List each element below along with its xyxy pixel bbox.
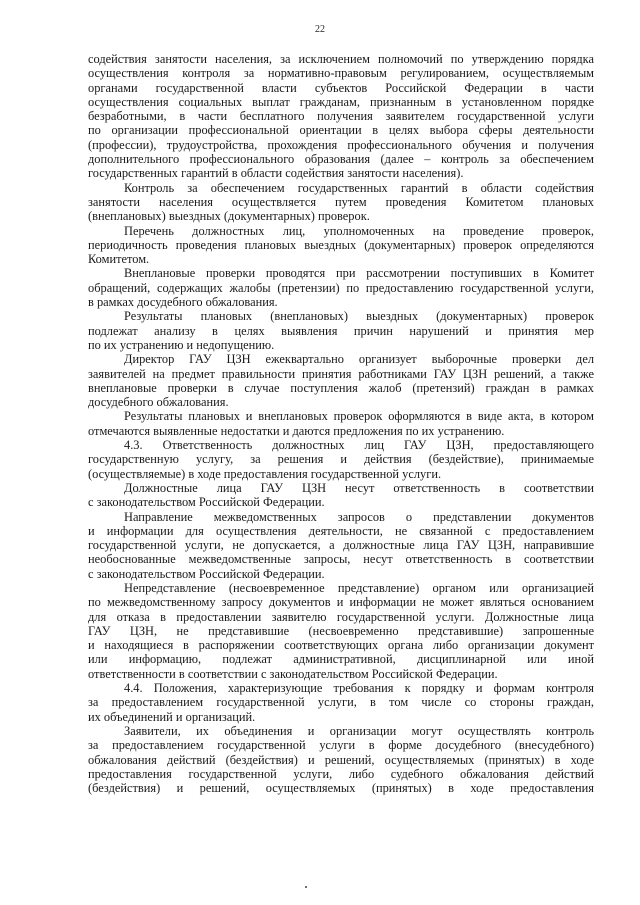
text-line: содействия занятости населения, за исключением полномочий по утверждению порядка [88,52,594,66]
scan-dot [305,886,307,888]
text-line: досудебного обжалования. [88,395,229,410]
text-line: для отказа в предоставлении заявителю государственной услуги. Должностные лица [88,609,594,624]
section-heading-4-3: 4.3. Ответственность должностных лиц ГАУ ЦЗН, предоставляющего [124,438,594,453]
text-line: (осуществляемые) в ходе предоставления государственной услуги. [88,466,442,481]
text-line: органами государственной власти субъектов Российской Федерации в части [88,80,594,95]
text-line: или информацию, подлежат административной, дисциплинарной или иной [88,652,594,667]
text-line: государственной услуги, не допускается, а должностные лица ГАУ ЦЗН, направившие [88,538,594,553]
text-line: их объединений и организаций. [88,709,256,724]
text-line: необоснованные межведомственные запросы, несут ответственность в соответствии [88,552,594,567]
text-line: (профессии), трудоустройства, прохождения профессионального обучения и получения [88,137,594,152]
text-line: в рамках досудебного обжалования. [88,295,278,310]
text-line: Контроль за обеспечением государственных гарантий в области содействия [124,180,594,195]
text-line: за предоставлением государственной услуги в форме досудебного (внесудебного) [88,738,594,753]
text-line: государственную услугу, за решения и действия (бездействие), принимаемые [88,452,594,467]
text-line: с законодательством Российской Федерации. [88,566,325,581]
text-line: ГАУ ЦЗН, не представившие (несвоевременно представившие) запрошенные [88,623,594,638]
text-line: (бездействия) и решений, осуществляемых (принятых) в ходе предоставления [88,781,594,796]
text-line: Заявители, их объединения и организации могут осуществлять контроль [124,723,594,738]
page-number: 22 [315,24,325,35]
text-line: предоставления государственной услуги, либо судебного обжалования действий [88,766,594,781]
text-line: Результаты плановых (внеплановых) выездных (документарных) проверок [124,309,594,324]
text-line: Направление межведомственных запросов о представлении документов [124,509,594,524]
text-line: с законодательством Российской Федерации. [88,495,325,510]
text-line: заявителей на предмет правильности принятия работниками ГАУ ЦЗН решений, а также [88,366,594,381]
text-line: обращений, содержащих жалобы (претензии) по предоставлению государственной услуги, [88,280,594,295]
text-line: внеплановые проверки в случае поступления жалоб (претензий) граждан в рамках [88,380,594,395]
text-line: Комитетом. [88,252,150,267]
text-line: (внеплановых) выездных (документарных) проверок. [88,209,370,224]
text-line: Результаты плановых и внеплановых проверок оформляются в виде акта, в котором [124,409,594,424]
text-line: и информации для осуществления деятельности, не связанной с предоставлением [88,523,594,538]
text-line: и находящиеся в распоряжении соответствующих органа либо организации документ [88,638,594,653]
text-line: безработными, в части бесплатного получения заявителем государственной услуги [88,109,594,124]
text-line: государственных гарантий в области содействия занятости населения). [88,166,464,181]
text-line: за предоставлением государственной услуги, в том числе со стороны граждан, [88,695,594,710]
text-line: занятости населения осуществляется путем проведения Комитетом плановых [88,194,594,209]
text-line: Перечень должностных лиц, уполномоченных на проведение проверок, [124,223,594,238]
text-line: Должностные лица ГАУ ЦЗН несут ответственность в соответствии [124,480,594,495]
text-line: по межведомственному запросу документов и информации не может являться основанием [88,595,594,610]
text-line: периодичность проведения плановых выездных (документарных) проверок определяются [88,237,594,252]
text-line: отмечаются выявленные недостатки и даются предложения по их устранению. [88,423,505,438]
text-line: Внеплановые проверки проводятся при рассмотрении поступивших в Комитет [124,266,594,281]
text-line: по организации профессиональной ориентации в целях выбора сферы деятельности [88,123,594,138]
text-line: Директор ГАУ ЦЗН ежеквартально организует выборочные проверки дел [124,352,594,367]
text-line: по их устранению и недопущению. [88,337,275,352]
text-line: ответственности в соответствии с законодательством Российской Федерации. [88,666,498,681]
text-line: обжалования действий (бездействия) и решений, осуществляемых (принятых) в ходе [88,752,594,767]
text-line: Непредставление (несвоевременное представление) органом или организацией [124,580,594,595]
text-line: подлежат анализу в целях выявления причин нарушений и принятия мер [88,323,594,338]
text-line: осуществления социальных выплат гражданам, признанным в установленном порядке [88,94,594,109]
text-line: осуществления контроля за нормативно-правовым регулированием, осуществляемым [88,66,594,81]
section-heading-4-4: 4.4. Положения, характеризующие требования к порядку и формам контроля [124,681,594,696]
text-line: дополнительного профессионального образования (далее – контроль за обеспечением [88,152,594,167]
document-body [88,52,594,795]
